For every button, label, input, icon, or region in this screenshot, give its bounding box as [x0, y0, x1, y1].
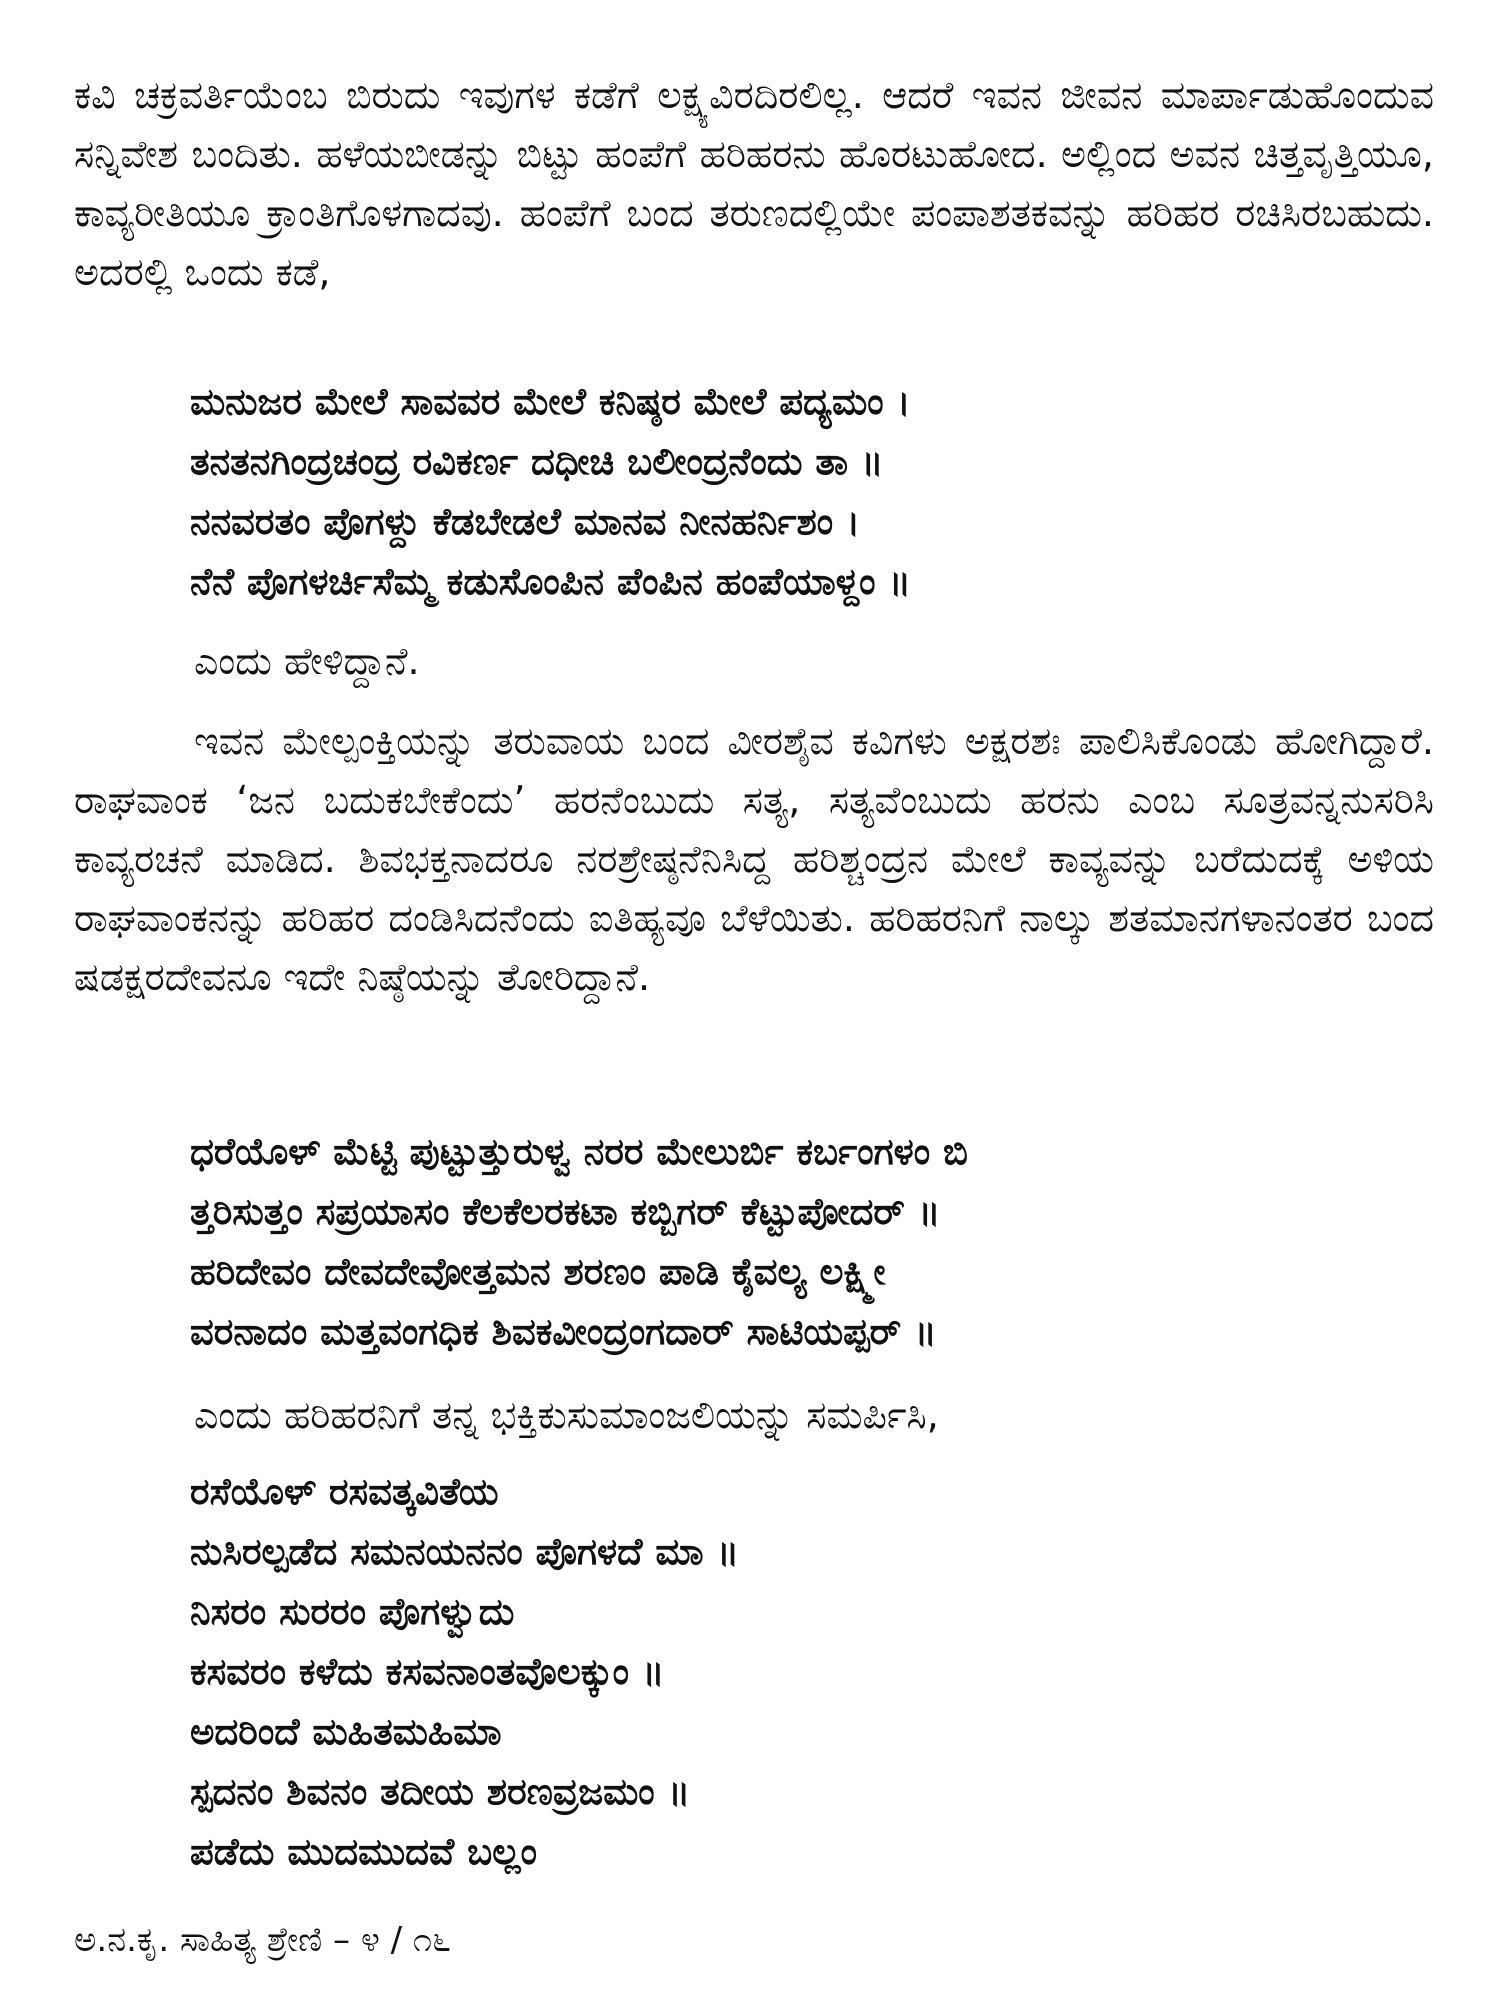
verse-line: ರಸೆಯೊಳ್ ರಸವತ್ಕವಿತೆಯ [190, 1470, 499, 1513]
paragraph-3: ಇವನ ಮೇಲ್ಪಂಕ್ತಿಯನ್ನು ತರುವಾಯ ಬಂದ ವೀರಶೈವ ಕವಿಗಳು ಅಕ್ಷರಶಃ ಪಾಲಿಸಿಕೊಂಡು ಹೋಗಿದ್ದಾರೆ. ರಾಘವಾಂಕ ‘ಜನ ಬದುಕಬೇಕೆಂದು’ ಹರನೆಂಬುದು ಸತ್ಯ, ಸತ್ಯವೆಂಬುದು ಹರನು ಎಂಬ ಸೂತ್ರವನ್ನನುಸರಿಸಿ ಕಾವ್ಯರಚನೆ ಮಾಡಿದ. ಶಿವಭಕ್ತನಾದರೂ ನರಶ್ರೇಷ್ಠನೆನಿಸಿದ್ದ ಹರಿಶ್ಚಂದ್ರನ ಮೇಲೆ ಕಾವ್ಯವನ್ನು ಬರೆದುದಕ್ಕೆ ಅಳಿಯ ರಾಘವಾಂಕನನ್ನು ಹರಿಹರ ದಂಡಿಸಿದನೆಂದು ಐತಿಹ್ಯವೂ ಬೆಳೆಯಿತು. ಹರಿಹರನಿಗೆ ನಾಲ್ಕು ಶತಮಾನಗಳಾನಂತರ ಬಂದ ಷಡಕ್ಷರದೇವನೂ ಇದೇ ನಿಷ್ಠೆಯನ್ನು ತೋರಿದ್ದಾನೆ. [74, 719, 1434, 999]
verse-line: ಹರಿದೇವಂ ದೇವದೇವೋತ್ತಮನ ಶರಣಂ ಪಾಡಿ ಕೈವಲ್ಯ ಲಕ್ಷ್ಮೀ [190, 1250, 886, 1293]
paragraph-2: ಎಂದು ಹೇಳಿದ್ದಾನೆ. [194, 639, 420, 683]
paragraph-1: ಕವಿ ಚಕ್ರವರ್ತಿಯೆಂಬ ಬಿರುದು ಇವುಗಳ ಕಡೆಗೆ ಲಕ್ಷ್ಯವಿರದಿರಲಿಲ್ಲ. ಆದರೆ ಇವನ ಜೀವನ ಮಾರ್ಪಾಡುಹೊಂದುವ ಸನ್ನಿವೇಶ ಬಂದಿತು. ಹಳೆಯಬೀಡನ್ನು ಬಿಟ್ಟು ಹಂಪೆಗೆ ಹರಿಹರನು ಹೊರಟುಹೋದ. ಅಲ್ಲಿಂದ ಅವನ ಚಿತ್ತವೃತ್ತಿಯೂ, ಕಾವ್ಯರೀತಿಯೂ ಕ್ರಾಂತಿಗೊಳಗಾದವು. ಹಂಪೆಗೆ ಬಂದ ತರುಣದಲ್ಲಿಯೇ ಪಂಪಾಶತಕವನ್ನು ಹರಿಹರ ರಚಿಸಿರಬಹುದು. ಅದರಲ್ಲಿ ಒಂದು ಕಡೆ, [74, 73, 1434, 294]
verse-line: ಮನುಜರ ಮೇಲೆ ಸಾವವರ ಮೇಲೆ ಕನಿಷ್ಠರ ಮೇಲೆ ಪದ್ಯಮಂ । [190, 380, 911, 423]
verse-line: ಅದರಿಂದೆ ಮಹಿತಮಹಿಮಾ [190, 1710, 502, 1753]
verse-block-1 [190, 372, 1430, 612]
page-footer: ಅ.ನ.ಕೃ. ಸಾಹಿತ್ಯ ಶ್ರೇಣಿ – ೪ / ೧೬ [74, 1920, 452, 1960]
verse-line: ಧರೆಯೊಳ್ ಮೆಟ್ಟಿ ಪುಟ್ಟುತ್ತುರುಳ್ವ ನರರ ಮೇಲುರ್ಬಿ ಕರ್ಬಂಗಳಂ ಬಿ [190, 1130, 968, 1173]
verse-line: ಕಸವರಂ ಕಳೆದು ಕಸವನಾಂತವೊಲಕ್ಕುಂ ॥ [190, 1650, 665, 1693]
verse-line: ಸ್ಪದನಂ ಶಿವನಂ ತದೀಯ ಶರಣವ್ರಜಮಂ ॥ [190, 1770, 691, 1813]
verse-line: ನುಸಿರಲ್ಪಡೆದ ಸಮನಯನನಂ ಪೊಗಳದೆ ಮಾ ॥ [190, 1530, 740, 1573]
verse-line: ನೆನೆ ಪೊಗಳರ್ಚಿಸೆಮ್ಮ ಕಡುಸೊಂಪಿನ ಪೆಂಪಿನ ಹಂಪೆಯಾಳ್ದಂ ॥ [190, 560, 911, 603]
verse-line: ತನತನಗಿಂದ್ರಚಂದ್ರ ರವಿಕರ್ಣ ದಧೀಚಿ ಬಲೀಂದ್ರನೆಂದು ತಾ ॥ [190, 440, 884, 483]
paragraph-4: ಎಂದು ಹರಿಹರನಿಗೆ ತನ್ನ ಭಕ್ತಿಕುಸುಮಾಂಜಲಿಯನ್ನು ಸಮರ್ಪಿಸಿ, [194, 1393, 939, 1437]
verse-line: ನಿಸರಂ ಸುರರಂ ಪೊಗಳ್ವುದು [190, 1590, 515, 1633]
verse-line: ತ್ತರಿಸುತ್ತಂ ಸಪ್ರಯಾಸಂ ಕೆಲಕೆಲರಕಟಾ ಕಬ್ಬಿಗರ್ ಕೆಟ್ಟುಪೋದರ್ ॥ [190, 1190, 941, 1233]
verse-block-2 [190, 1122, 1430, 1362]
verse-line: ನನವರತಂ ಪೊಗಳ್ದು ಕೆಡಬೇಡಲೆ ಮಾನವ ನೀನಹರ್ನಿಶಂ । [190, 500, 861, 543]
verse-line: ಪಡೆದು ಮುದಮುದವೆ ಬಲ್ಲಂ [190, 1830, 537, 1873]
verse-line: ವರನಾದಂ ಮತ್ತವಂಗಧಿಕ ಶಿವಕವೀಂದ್ರಂಗದಾರ್ ಸಾಟಿಯಪ್ಪರ್ ॥ [190, 1310, 937, 1353]
verse-block-3 [190, 1462, 1430, 1882]
